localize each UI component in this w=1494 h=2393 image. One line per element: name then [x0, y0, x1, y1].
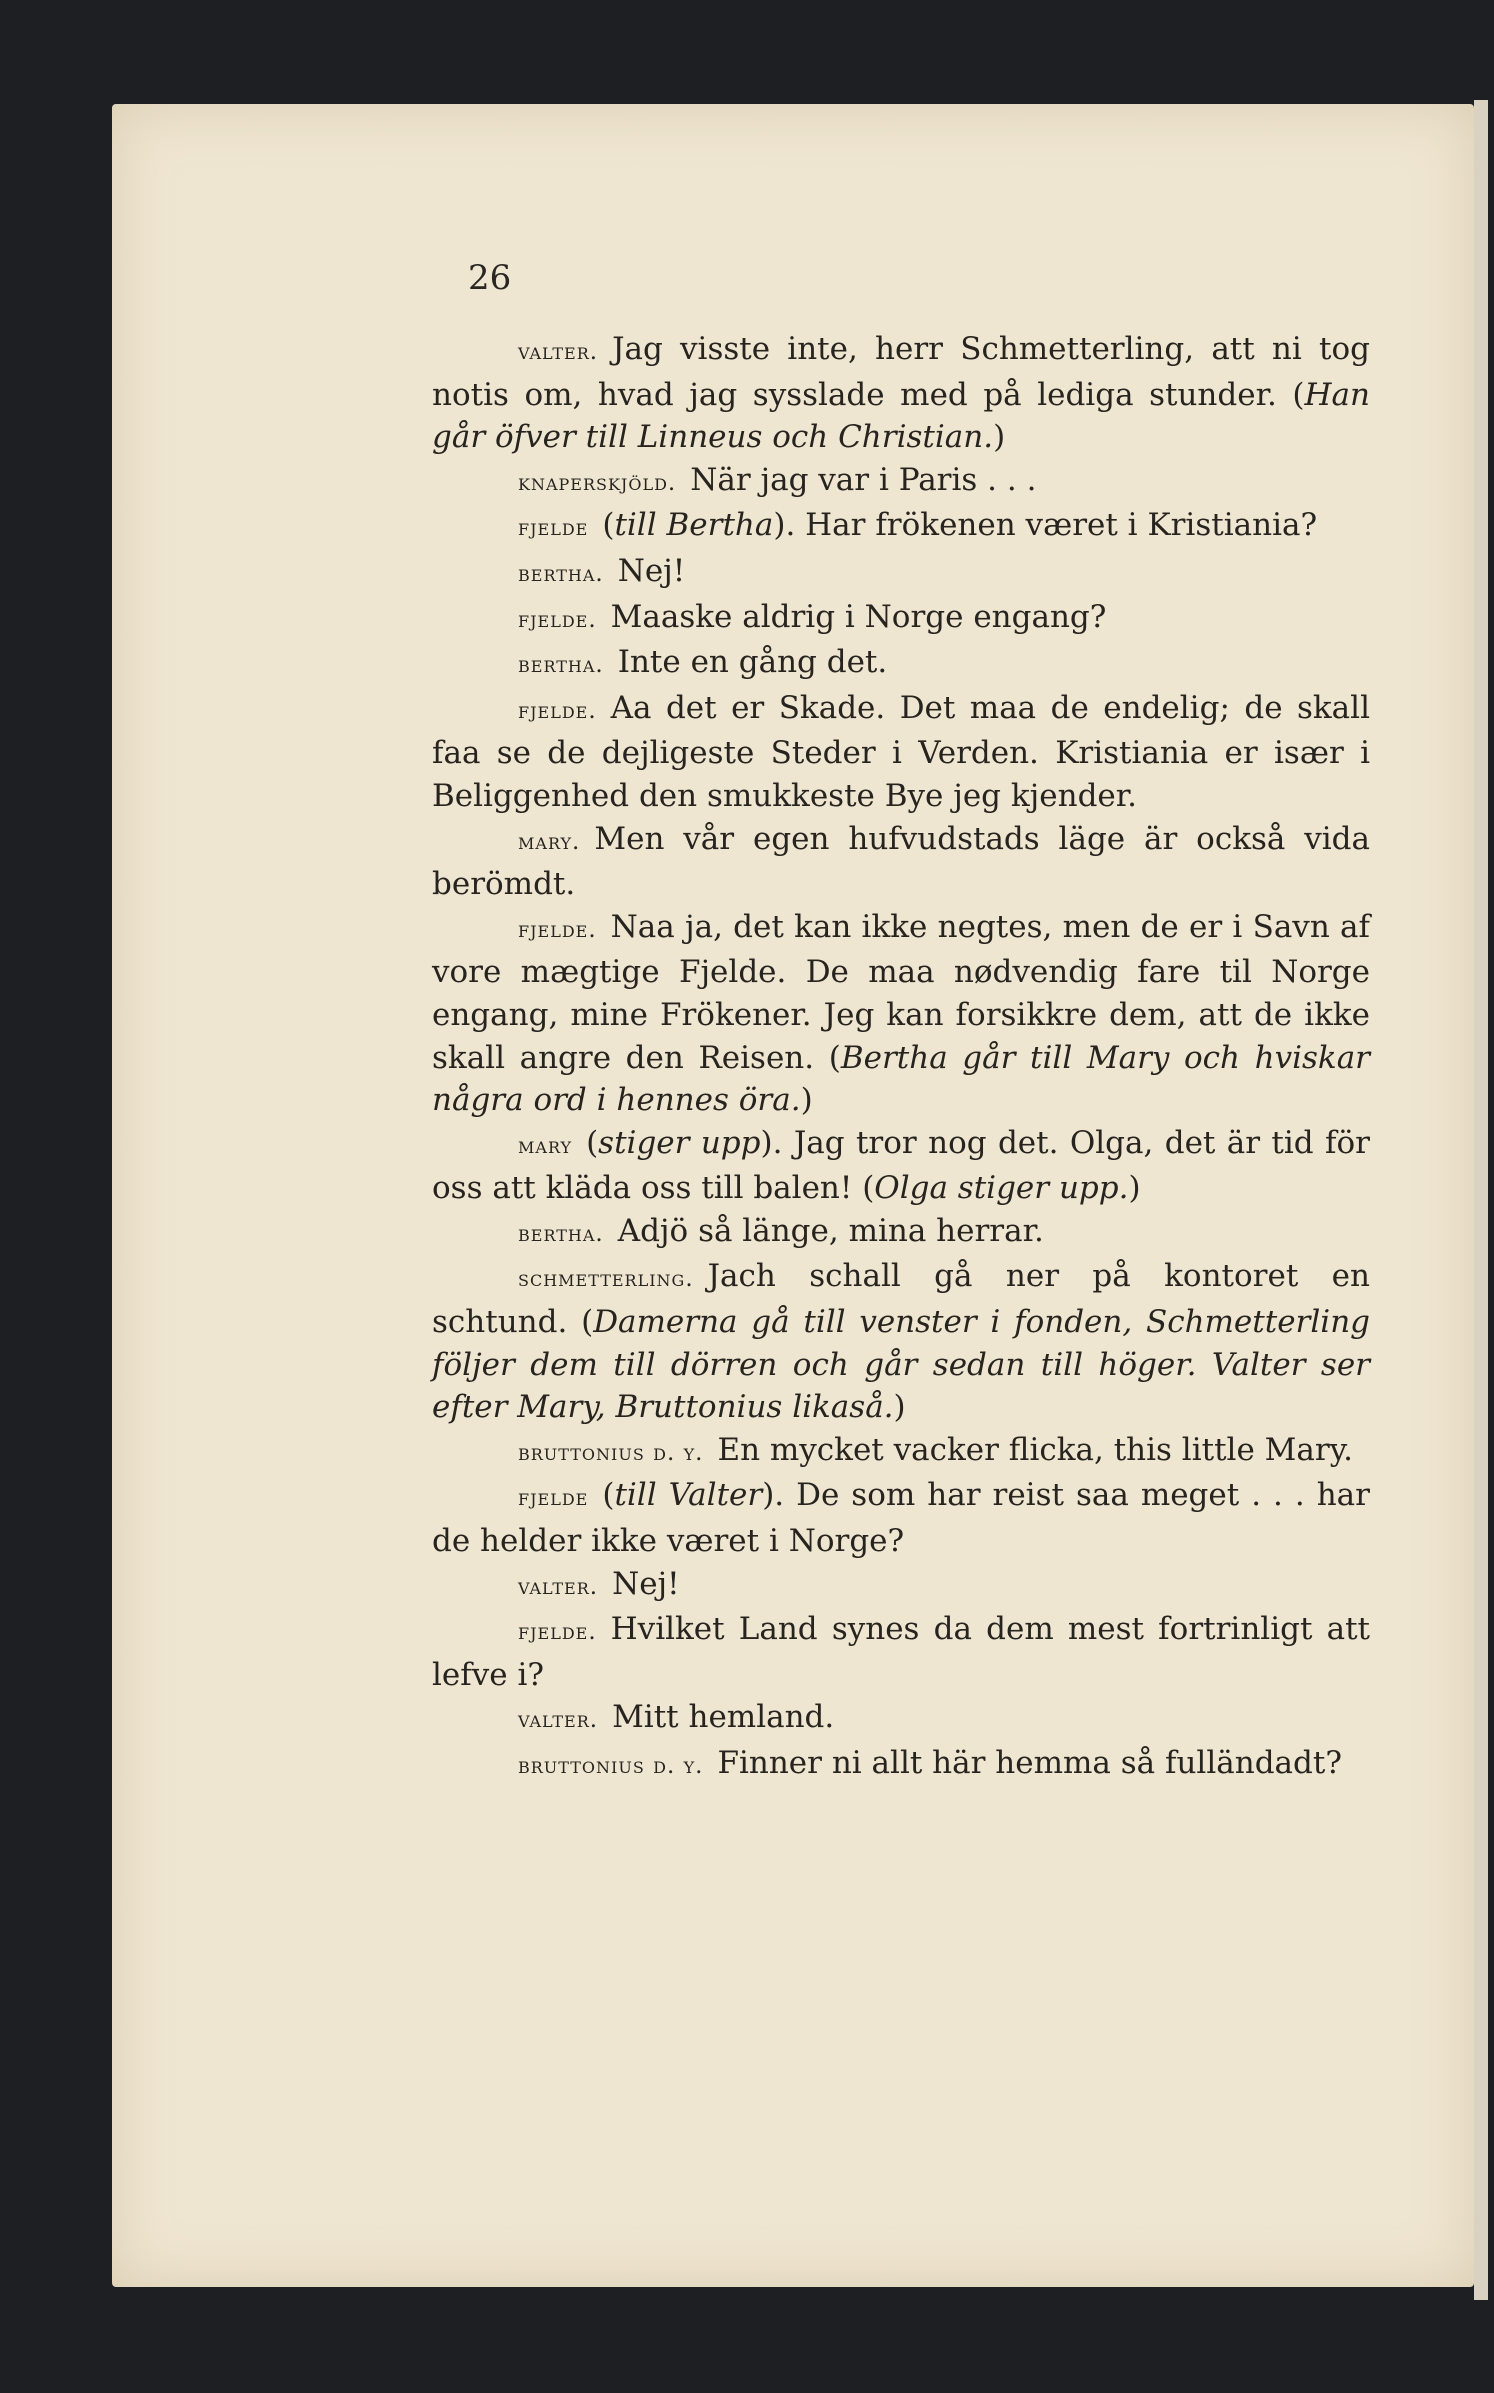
- speech: [432, 1122, 1370, 1210]
- speech: [432, 596, 1370, 642]
- speech: [432, 1210, 1370, 1256]
- speaker-name: fjelde: [518, 515, 589, 542]
- stage-direction: till Valter: [614, 1477, 763, 1514]
- speech-text: Jach schall gå ner på kontoret en schtund. (: [432, 1258, 1370, 1341]
- speech-text: När jag var i Paris . . .: [690, 461, 1037, 498]
- speaker-name: bertha.: [518, 560, 604, 587]
- speech: [432, 1255, 1370, 1428]
- speech-text: Nej!: [617, 552, 686, 589]
- speech: [432, 818, 1370, 906]
- speaker-name: fjelde.: [518, 606, 597, 633]
- stage-direction: Damerna gå till venster i fonden, Schmetterling följer dem till dörren och går sedan till höger. Valter ser efter Mary, Bruttonius likaså.: [432, 1304, 1370, 1426]
- stage-direction: till Bertha: [614, 507, 774, 544]
- speech: [432, 1429, 1370, 1475]
- speech-text: Aa det er Skade. Det maa de endelig; de skall faa se de dejligeste Steder i Verden. Kristiania er især i Beliggenhed den smukkeste Bye jeg kjender.: [432, 689, 1370, 814]
- speech: [432, 504, 1370, 550]
- stage-direction: Han går öfver till Linneus och Christian.: [432, 376, 1370, 456]
- speech: [432, 1563, 1370, 1609]
- speaker-name: knaperskjöld.: [518, 469, 677, 496]
- speaker-name: valter.: [518, 1573, 599, 1600]
- speech-text: Hvilket Land synes da dem mest fortrinligt att lefve i?: [432, 1611, 1370, 1693]
- page-edge: [1474, 100, 1488, 2300]
- speech-text: ): [893, 1389, 906, 1426]
- speech-text: Adjö så länge, mina herrar.: [617, 1212, 1044, 1249]
- stage-direction: Bertha går till Mary och hviskar några ord i hennes öra.: [432, 1039, 1370, 1119]
- speaker-name: fjelde.: [518, 916, 597, 943]
- speaker-name: mary.: [518, 828, 581, 855]
- speaker-name: mary: [518, 1132, 573, 1159]
- speech: [432, 550, 1370, 596]
- page-number: 26: [468, 258, 512, 298]
- speech-text: Finner ni allt här hemma så fulländadt?: [717, 1745, 1342, 1781]
- speech: [432, 1474, 1370, 1562]
- speech: [432, 1742, 1370, 1788]
- speech-text: Mitt hemland.: [612, 1699, 835, 1736]
- speech-text: Men vår egen hufvudstads läge är också vida berömdt.: [432, 820, 1370, 903]
- speech-text: Maaske aldrig i Norge engang?: [610, 598, 1107, 635]
- speech-text: ). De som har reist saa meget . . . har de helder ikke været i Norge?: [432, 1477, 1370, 1560]
- stage-direction: stiger upp: [598, 1124, 761, 1161]
- speech: [432, 687, 1370, 818]
- speech: [432, 328, 1370, 459]
- speech-text: Naa ja, det kan ikke negtes, men de er i Savn af vore mægtige Fjelde. De maa nødvendig fare til Norge engang, mine Frökener. Jeg kan forsikkre dem, att de ikke skall angre den Reisen. (: [432, 908, 1370, 1076]
- speaker-name: bruttonius d. y.: [518, 1439, 704, 1466]
- speaker-name: fjelde: [518, 1485, 589, 1512]
- speaker-name: valter.: [518, 1707, 599, 1734]
- speech-text: ). Jag tror nog det. Olga, det är tid för oss att kläda oss till balen! (: [432, 1124, 1370, 1207]
- speech-text: En mycket vacker flicka, this little Mary.: [717, 1431, 1353, 1468]
- speech-text: (: [602, 507, 615, 544]
- speech: [432, 459, 1370, 505]
- speech: [432, 1696, 1370, 1742]
- speech-text: ). Har frökenen været i Kristiania?: [773, 507, 1318, 544]
- speech-text: ): [993, 419, 1006, 456]
- speech-text: Inte en gång det.: [617, 644, 888, 681]
- dialogue-text: [432, 328, 1370, 1788]
- speech-text: ): [800, 1082, 813, 1119]
- speech-text: ): [1128, 1170, 1141, 1207]
- speaker-name: valter.: [518, 339, 599, 365]
- speaker-name: schmetterling.: [518, 1266, 694, 1293]
- speaker-name: bruttonius d. y.: [518, 1753, 704, 1779]
- speaker-name: fjelde.: [518, 1619, 597, 1646]
- speech: [432, 641, 1370, 687]
- speaker-name: fjelde.: [518, 697, 597, 724]
- speech: [432, 906, 1370, 1122]
- speech-text: (: [586, 1124, 599, 1161]
- speaker-name: bertha.: [518, 652, 604, 679]
- speaker-name: bertha.: [518, 1220, 604, 1247]
- speech-text: Nej!: [612, 1565, 680, 1602]
- stage-direction: Olga stiger upp.: [874, 1170, 1129, 1207]
- speech-text: (: [602, 1477, 615, 1514]
- speech-text: Jag visste inte, herr Schmetterling, att ni tog notis om, hvad jag sysslade med på lediga stunder. (: [432, 331, 1370, 413]
- speech: [432, 1608, 1370, 1696]
